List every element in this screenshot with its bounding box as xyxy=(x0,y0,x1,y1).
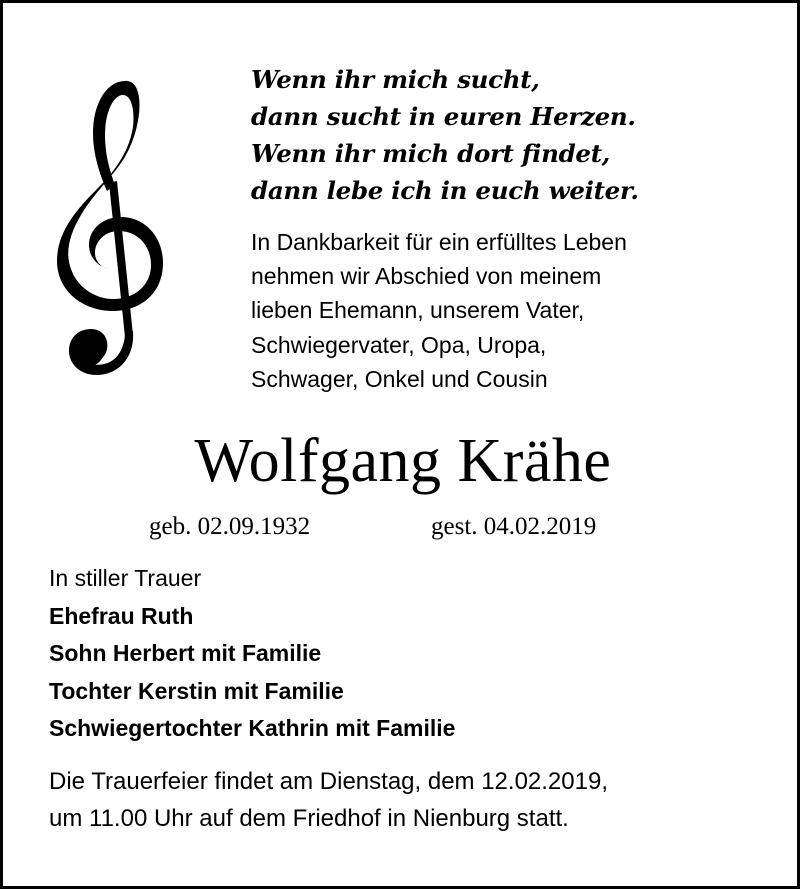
death-date: gest. 04.02.2019 xyxy=(431,513,597,540)
treble-clef-icon xyxy=(47,73,165,383)
birth-date: geb. 02.09.1932 xyxy=(149,513,311,540)
service-line: Die Trauerfeier findet am Dienstag, dem 12.02.2019, xyxy=(49,768,608,795)
poem-line: Wenn ihr mich sucht, xyxy=(251,65,540,94)
farewell-line: nehmen wir Abschied von meinem xyxy=(251,263,602,290)
mourner-name: Schwiegertochter Kathrin mit Familie xyxy=(49,715,456,741)
poem-line: dann sucht in euren Herzen. xyxy=(251,102,636,131)
mourners-list xyxy=(49,560,769,748)
poem-line: Wenn ihr mich dort findet, xyxy=(251,139,610,168)
farewell-line: Schwager, Onkel und Cousin xyxy=(251,365,548,392)
farewell-text xyxy=(251,225,771,396)
farewell-line: In Dankbarkeit für ein erfülltes Leben xyxy=(251,229,627,255)
service-line: um 11.00 Uhr auf dem Friedhof in Nienburg statt. xyxy=(49,805,569,832)
poem-line: dann lebe ich in euch weiter. xyxy=(251,176,639,205)
mourner-name: Tochter Kerstin mit Familie xyxy=(49,677,344,704)
funeral-service-info xyxy=(49,763,779,837)
mourner-name: Sohn Herbert mit Familie xyxy=(49,640,322,666)
mourners-heading: In stiller Trauer xyxy=(49,565,202,591)
farewell-line: lieben Ehemann, unserem Vater, xyxy=(251,297,585,324)
poem xyxy=(251,61,771,209)
farewell-line: Schwiegervater, Opa, Uropa, xyxy=(251,331,547,358)
mourner-name: Ehefrau Ruth xyxy=(49,602,194,629)
deceased-name: Wolfgang Krähe xyxy=(194,427,612,495)
